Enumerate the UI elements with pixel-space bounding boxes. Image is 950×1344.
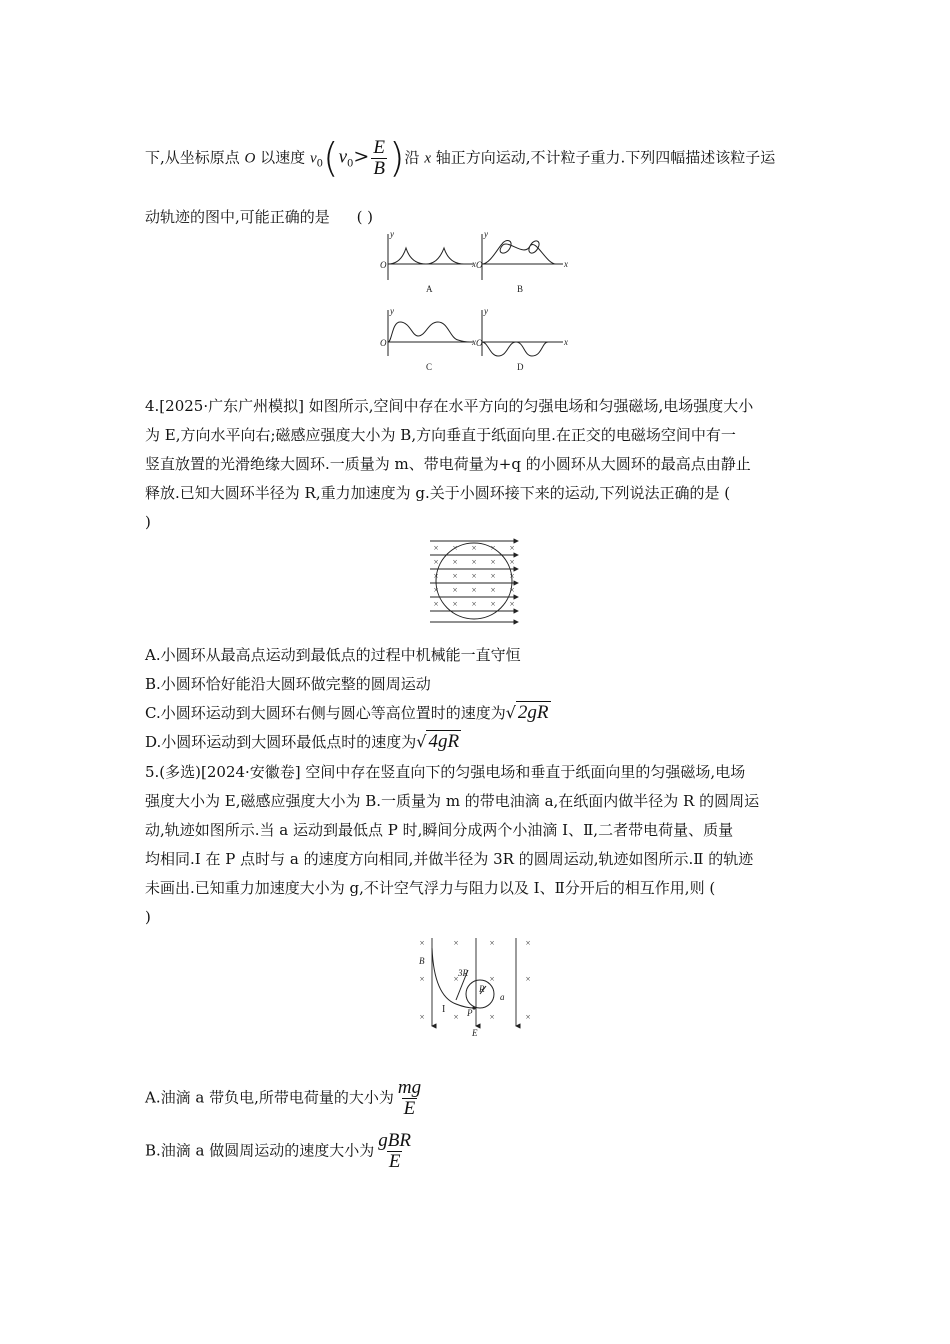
q4-option-a: A.小圆环从最高点运动到最低点的过程中机械能一直守恒 bbox=[145, 646, 521, 664]
q4-line: ) bbox=[145, 513, 151, 531]
svg-text:×: × bbox=[452, 571, 458, 581]
q3-trajectory-figure bbox=[378, 228, 578, 378]
caption-b: B bbox=[517, 284, 524, 294]
svg-text:×: × bbox=[509, 585, 515, 595]
q4-line: 4.[2025·广东广州模拟] 如图所示,空间中存在水平方向的匀强电场和匀强磁场,电场强度大小 bbox=[145, 397, 754, 415]
q4-option-c-text: C.小圆环运动到大圆环右侧与圆心等高位置时的速度为 bbox=[145, 704, 506, 722]
frac-num: mg bbox=[397, 1077, 422, 1098]
svg-text:×: × bbox=[471, 599, 477, 609]
q3-line2 bbox=[145, 207, 373, 227]
q5-line: 强度大小为 E,磁感应强度大小为 B.一质量为 m 的带电油滴 a,在纸面内做半径为 R 的圆周运 bbox=[145, 792, 760, 810]
label-o: O bbox=[380, 338, 387, 348]
q5-option-a-text: A.油滴 a 带负电,所带电荷量的大小为 bbox=[145, 1088, 394, 1107]
label-p: P bbox=[467, 1008, 473, 1018]
x-symbol: x bbox=[424, 150, 431, 167]
svg-text:×: × bbox=[452, 543, 458, 553]
label-y: y bbox=[390, 229, 394, 239]
q3-text: 沿 bbox=[404, 148, 425, 167]
svg-text:×: × bbox=[490, 543, 496, 553]
label-y: y bbox=[484, 229, 488, 239]
svg-text:×: × bbox=[509, 543, 515, 553]
svg-text:×: × bbox=[490, 571, 496, 581]
q3-text: 以速度 bbox=[255, 148, 310, 167]
q5-option-b-text: B.油滴 a 做圆周运动的速度大小为 bbox=[145, 1141, 375, 1160]
svg-text:×: × bbox=[433, 557, 439, 567]
frac-num: E bbox=[373, 137, 385, 158]
label-y: y bbox=[484, 306, 488, 316]
svg-text:×: × bbox=[453, 974, 459, 984]
svg-text:×: × bbox=[490, 557, 496, 567]
svg-text:×: × bbox=[490, 585, 496, 595]
label-o: O bbox=[476, 338, 483, 348]
q4-option-c bbox=[145, 703, 551, 723]
label-3r: 3R bbox=[458, 968, 468, 978]
svg-text:×: × bbox=[489, 1012, 495, 1022]
answer-blank: ( ) bbox=[356, 208, 374, 226]
trajectory-a bbox=[388, 248, 464, 264]
origin-symbol: O bbox=[244, 150, 256, 167]
svg-text:×: × bbox=[525, 974, 531, 984]
point-p bbox=[472, 1006, 475, 1009]
q4-option-b: B.小圆环恰好能沿大圆环做完整的圆周运动 bbox=[145, 675, 431, 693]
label-i: I bbox=[442, 1004, 446, 1015]
svg-text:×: × bbox=[453, 1012, 459, 1022]
svg-text:×: × bbox=[433, 585, 439, 595]
svg-text:×: × bbox=[453, 938, 459, 948]
svg-text:×: × bbox=[419, 1012, 425, 1022]
q3-text: 下,从坐标原点 bbox=[145, 148, 245, 167]
trajectory-d bbox=[482, 342, 548, 356]
q4-option-d-text: D.小圆环运动到大圆环最低点时的速度为 bbox=[145, 733, 417, 751]
label-b: B bbox=[419, 956, 425, 966]
svg-text:×: × bbox=[525, 1012, 531, 1022]
q4-line: 竖直放置的光滑绝缘大圆环.一质量为 m、带电荷量为+q 的小圆环从大圆环的最高点由静止 bbox=[145, 455, 751, 473]
svg-text:×: × bbox=[433, 543, 439, 553]
q4-option-d bbox=[145, 732, 461, 752]
q5-line: 未画出.已知重力加速度大小为 g,不计空气浮力与阻力以及 Ⅰ、Ⅱ分开后的相互作用,则 ( bbox=[145, 879, 716, 897]
radical-sign: √ bbox=[416, 732, 427, 751]
radicand: 2gR bbox=[517, 702, 549, 723]
svg-text:×: × bbox=[452, 557, 458, 567]
v0-symbol: v bbox=[309, 150, 317, 167]
svg-text:×: × bbox=[433, 599, 439, 609]
e-over-b-fraction bbox=[371, 138, 387, 179]
q4-line: 释放.已知大圆环半径为 R,重力加速度为 g.关于小圆环接下来的运动,下列说法正确的是 ( bbox=[145, 484, 731, 502]
subscript: 0 bbox=[316, 158, 323, 170]
v0-symbol: v bbox=[338, 146, 348, 168]
frac-den: E bbox=[388, 1151, 401, 1172]
svg-text:×: × bbox=[509, 557, 515, 567]
label-o: O bbox=[380, 260, 387, 270]
label-a: a bbox=[500, 992, 505, 1002]
q3-text: 轴正方向运动,不计粒子重力.下列四幅描述该粒子运 bbox=[431, 148, 776, 167]
frac-num: gBR bbox=[378, 1130, 411, 1151]
svg-text:×: × bbox=[419, 974, 425, 984]
magnetic-field-crosses bbox=[433, 543, 514, 609]
label-x: x bbox=[472, 259, 476, 269]
label-x: x bbox=[564, 259, 568, 269]
mg-over-e-fraction bbox=[396, 1078, 423, 1119]
svg-text:×: × bbox=[525, 938, 531, 948]
q5-line: 动,轨迹如图所示.当 a 运动到最低点 P 时,瞬间分成两个小油滴 Ⅰ、Ⅱ,二者带电荷量、质量 bbox=[145, 821, 734, 839]
label-e: E bbox=[472, 1028, 478, 1038]
trajectory-b bbox=[482, 241, 556, 264]
q3-text: 动轨迹的图中,可能正确的是 bbox=[145, 208, 330, 226]
svg-text:×: × bbox=[471, 557, 477, 567]
label-r: R bbox=[479, 984, 485, 994]
svg-text:×: × bbox=[509, 599, 515, 609]
q5-line: 均相同.Ⅰ 在 P 点时与 a 的速度方向相同,并做半径为 3R 的圆周运动,轨迹如图所示.Ⅱ 的轨迹 bbox=[145, 850, 754, 868]
label-y: y bbox=[390, 306, 394, 316]
svg-text:×: × bbox=[433, 571, 439, 581]
svg-text:×: × bbox=[489, 938, 495, 948]
svg-text:×: × bbox=[489, 974, 495, 984]
right-paren: ) bbox=[388, 135, 405, 182]
svg-text:×: × bbox=[471, 571, 477, 581]
caption-d: D bbox=[517, 362, 524, 372]
svg-text:×: × bbox=[490, 599, 496, 609]
svg-text:×: × bbox=[419, 938, 425, 948]
subscript: 0 bbox=[347, 158, 354, 170]
q5-line: 5.(多选)[2024·安徽卷] 空间中存在竖直向下的匀强电场和垂直于纸面向里的匀强磁场,电场 bbox=[145, 763, 746, 781]
label-x: x bbox=[564, 337, 568, 347]
radicand: 4gR bbox=[428, 731, 460, 752]
greater-than: > bbox=[353, 145, 370, 168]
q4-ring-figure bbox=[428, 536, 524, 626]
svg-text:×: × bbox=[471, 543, 477, 553]
frac-den: B bbox=[373, 158, 385, 179]
svg-text:×: × bbox=[452, 585, 458, 595]
q5-option-a bbox=[145, 1078, 425, 1119]
q5-oil-drop-figure bbox=[412, 934, 540, 1042]
gbr-over-e-fraction bbox=[376, 1131, 413, 1172]
svg-text:×: × bbox=[452, 599, 458, 609]
radical-sign: √ bbox=[505, 703, 516, 722]
trajectory-c bbox=[388, 322, 470, 342]
q5-option-b bbox=[145, 1131, 415, 1172]
frac-den: E bbox=[403, 1098, 416, 1119]
label-x: x bbox=[472, 337, 476, 347]
q5-line: ) bbox=[145, 908, 151, 926]
q4-line: 为 E,方向水平向右;磁感应强度大小为 B,方向垂直于纸面向里.在正交的电磁场空间中有一 bbox=[145, 426, 736, 444]
svg-text:×: × bbox=[471, 585, 477, 595]
caption-c: C bbox=[426, 362, 433, 372]
caption-a: A bbox=[426, 284, 433, 294]
label-o: O bbox=[476, 260, 483, 270]
q3-line1 bbox=[145, 135, 776, 182]
magnetic-field-crosses bbox=[419, 938, 530, 1022]
svg-text:×: × bbox=[509, 571, 515, 581]
left-paren: ( bbox=[322, 135, 339, 182]
